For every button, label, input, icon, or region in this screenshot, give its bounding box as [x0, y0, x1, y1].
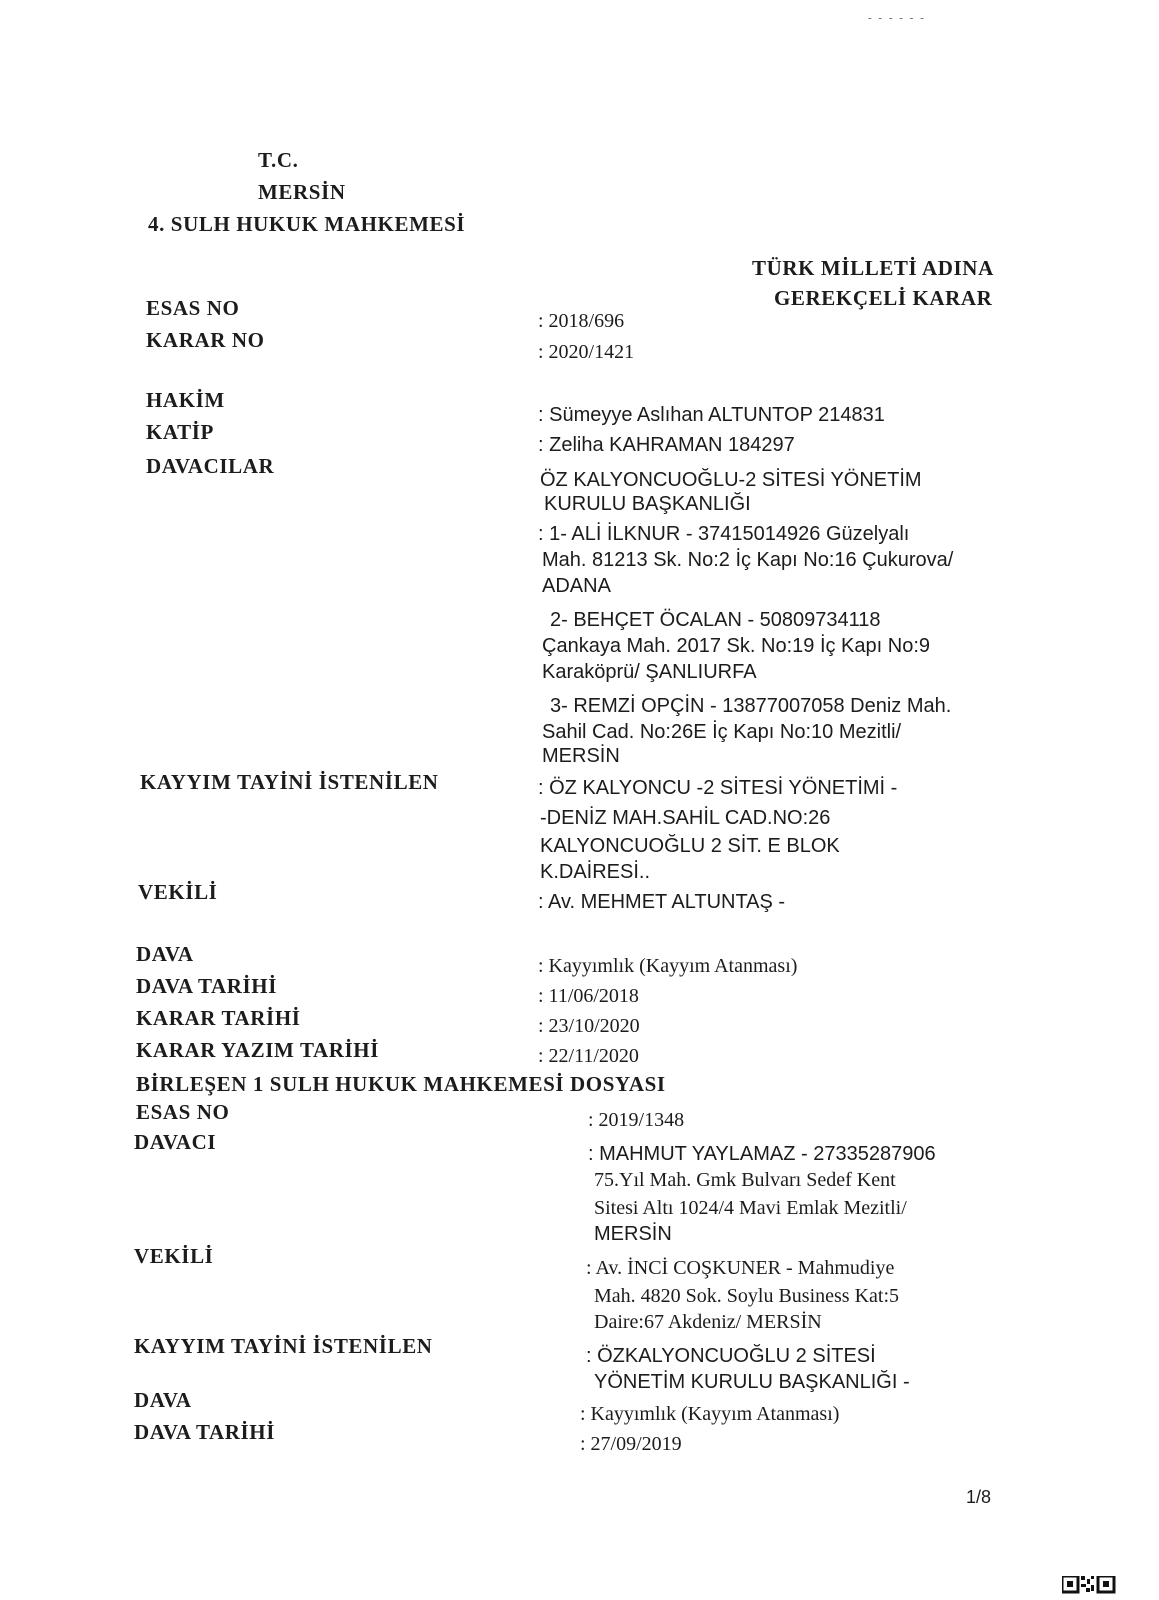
vekili-label: VEKİLİ [138, 880, 218, 904]
merged-vekili-line: : Av. İNCİ COŞKUNER - Mahmudiye [586, 1257, 895, 1279]
dava-label: DAVA [136, 942, 194, 966]
merged-davaci-line: Sitesi Altı 1024/4 Mavi Emlak Mezitli/ [594, 1197, 907, 1219]
merged-kayyim-line: : ÖZKALYONCUOĞLU 2 SİTESİ [586, 1345, 876, 1367]
nation-heading: TÜRK MİLLETİ ADINA [752, 256, 994, 280]
merged-vekili-line: Daire:67 Akdeniz/ MERSİN [594, 1311, 822, 1333]
merged-davaci-line: : MAHMUT YAYLAMAZ - 27335287906 [588, 1143, 936, 1165]
davacilar-label: DAVACILAR [146, 454, 275, 478]
davacilar-line: KURULU BAŞKANLIĞI [544, 493, 751, 515]
karar-tarihi-label: KARAR TARİHİ [136, 1006, 301, 1030]
merged-davaci-label: DAVACI [134, 1130, 217, 1154]
kayyim-line: : ÖZ KALYONCU -2 SİTESİ YÖNETİMİ - [538, 777, 898, 799]
merged-davaci-line: 75.Yıl Mah. Gmk Bulvarı Sedef Kent [594, 1169, 896, 1191]
merged-davaci-line: MERSİN [594, 1223, 672, 1245]
vekili-value: : Av. MEHMET ALTUNTAŞ - [538, 891, 786, 913]
hakim-value: : Sümeyye Aslıhan ALTUNTOP 214831 [538, 404, 885, 426]
davacilar-line: Sahil Cad. No:26E İç Kapı No:10 Mezitli/ [542, 721, 902, 743]
merged-kayyim-label: KAYYIM TAYİNİ İSTENİLEN [134, 1334, 433, 1358]
merged-heading: BİRLEŞEN 1 SULH HUKUK MAHKEMESİ DOSYASI [136, 1072, 666, 1096]
davacilar-line: Karaköprü/ ŞANLIURFA [542, 661, 757, 683]
kayyim-line: -DENİZ MAH.SAHİL CAD.NO:26 [540, 807, 831, 829]
kayyim-label: KAYYIM TAYİNİ İSTENİLEN [140, 770, 439, 794]
merged-dava-tarihi-value: : 27/09/2019 [580, 1433, 682, 1455]
esas-no-value: : 2018/696 [538, 310, 625, 332]
city-heading: MERSİN [258, 180, 346, 204]
katip-value: : Zeliha KAHRAMAN 184297 [538, 434, 795, 456]
kayyim-line: K.DAİRESİ.. [540, 861, 651, 883]
davacilar-line: ADANA [542, 575, 611, 597]
davacilar-line: : 1- ALİ İLKNUR - 37415014926 Güzelyalı [538, 523, 910, 545]
davacilar-line: 2- BEHÇET ÖCALAN - 50809734118 [550, 609, 881, 631]
katip-label: KATİP [146, 420, 214, 444]
page-number: 1/8 [966, 1487, 992, 1507]
karar-yazim-label: KARAR YAZIM TARİHİ [136, 1038, 379, 1062]
kayyim-line: KALYONCUOĞLU 2 SİT. E BLOK [540, 835, 840, 857]
davacilar-line: Mah. 81213 Sk. No:2 İç Kapı No:16 Çukurova/ [542, 549, 954, 571]
merged-dava-value: : Kayyımlık (Kayyım Atanması) [580, 1403, 840, 1425]
karar-tarihi-value: : 23/10/2020 [538, 1015, 640, 1037]
davacilar-line: MERSİN [542, 745, 620, 767]
davacilar-line: Çankaya Mah. 2017 Sk. No:19 İç Kapı No:9 [542, 635, 930, 657]
esas-no-label: ESAS NO [146, 296, 240, 320]
scan-mark: - - - - - - [868, 12, 926, 24]
merged-dava-label: DAVA [134, 1388, 192, 1412]
merged-esas-value: : 2019/1348 [588, 1109, 685, 1131]
dava-tarihi-value: : 11/06/2018 [538, 985, 639, 1007]
davacilar-line: ÖZ KALYONCUOĞLU-2 SİTESİ YÖNETİM [540, 469, 922, 491]
hakim-label: HAKİM [146, 388, 225, 412]
dava-value: : Kayyımlık (Kayyım Atanması) [538, 955, 798, 977]
karar-no-label: KARAR NO [146, 328, 265, 352]
dava-tarihi-label: DAVA TARİHİ [136, 974, 278, 998]
merged-kayyim-line: YÖNETİM KURULU BAŞKANLIĞI - [594, 1371, 910, 1393]
karar-yazim-value: : 22/11/2020 [538, 1045, 639, 1067]
qr-code-icon [1062, 1576, 1116, 1594]
merged-vekili-line: Mah. 4820 Sok. Soylu Business Kat:5 [594, 1285, 900, 1307]
court-heading: 4. SULH HUKUK MAHKEMESİ [148, 212, 466, 236]
decision-type-heading: GEREKÇELİ KARAR [774, 286, 993, 310]
merged-dava-tarihi-label: DAVA TARİHİ [134, 1420, 276, 1444]
karar-no-value: : 2020/1421 [538, 341, 635, 363]
tc-heading: T.C. [258, 148, 299, 172]
merged-vekili-label: VEKİLİ [134, 1244, 214, 1268]
merged-esas-label: ESAS NO [136, 1100, 230, 1124]
davacilar-line: 3- REMZİ OPÇİN - 13877007058 Deniz Mah. [550, 695, 952, 717]
